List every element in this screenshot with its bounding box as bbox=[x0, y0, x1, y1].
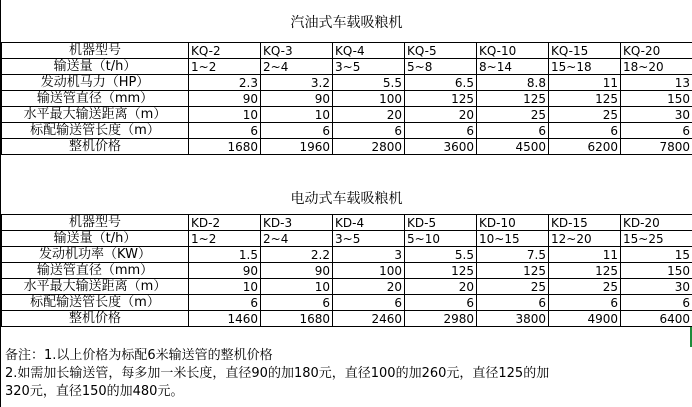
table-cell[interactable]: 10 bbox=[261, 107, 333, 123]
table-cell[interactable]: KD-15 bbox=[549, 215, 621, 231]
table-cell[interactable]: 20 bbox=[405, 279, 477, 295]
table-cell[interactable]: KQ-10 bbox=[477, 43, 549, 59]
table-cell[interactable]: 6 bbox=[621, 123, 692, 139]
table-row bbox=[2, 311, 692, 327]
table-cell[interactable]: KQ-20 bbox=[621, 43, 692, 59]
table-cell[interactable]: 90 bbox=[261, 263, 333, 279]
table-cell[interactable]: 20 bbox=[333, 279, 405, 295]
table-cell[interactable]: 90 bbox=[189, 91, 261, 107]
table-cell[interactable]: KQ-3 bbox=[261, 43, 333, 59]
table-cell[interactable]: KQ-2 bbox=[189, 43, 261, 59]
table-cell[interactable]: 1.5 bbox=[189, 247, 261, 263]
table-cell[interactable]: 1680 bbox=[189, 139, 261, 155]
table-cell[interactable]: 1~2 bbox=[189, 59, 261, 75]
row-label[interactable]: 水平最大输送距离（m） bbox=[2, 279, 189, 295]
table-cell[interactable]: 150 bbox=[621, 91, 692, 107]
table-cell[interactable]: 1460 bbox=[189, 311, 261, 327]
table-cell[interactable]: 6 bbox=[405, 295, 477, 311]
table-cell[interactable]: 18~20 bbox=[621, 59, 692, 75]
table-cell[interactable]: 1960 bbox=[261, 139, 333, 155]
table-cell[interactable]: 7.5 bbox=[477, 247, 549, 263]
table-cell[interactable]: 125 bbox=[549, 263, 621, 279]
table-cell[interactable]: 25 bbox=[549, 107, 621, 123]
table-cell[interactable]: 3~5 bbox=[333, 59, 405, 75]
table-cell[interactable]: 6 bbox=[549, 123, 621, 139]
table-cell[interactable]: 100 bbox=[333, 91, 405, 107]
table-cell[interactable]: 2.3 bbox=[189, 75, 261, 91]
table-cell[interactable]: 125 bbox=[405, 91, 477, 107]
notes bbox=[5, 347, 689, 401]
table-cell[interactable]: 90 bbox=[189, 263, 261, 279]
table-cell[interactable]: 6200 bbox=[549, 139, 621, 155]
table-row bbox=[2, 59, 692, 75]
table-cell[interactable]: 5.5 bbox=[405, 247, 477, 263]
table-cell[interactable]: 125 bbox=[549, 91, 621, 107]
table-cell[interactable]: 90 bbox=[261, 91, 333, 107]
table-cell[interactable]: 6 bbox=[333, 123, 405, 139]
row-label[interactable]: 整机价格 bbox=[2, 311, 189, 327]
petrol-table bbox=[1, 42, 692, 155]
table-cell[interactable]: 3 bbox=[333, 247, 405, 263]
table-row bbox=[2, 75, 692, 91]
table-cell[interactable]: 10 bbox=[189, 107, 261, 123]
table-cell[interactable]: 6.5 bbox=[405, 75, 477, 91]
table-cell[interactable]: 4500 bbox=[477, 139, 549, 155]
table-cell[interactable]: 150 bbox=[621, 263, 692, 279]
row-label[interactable]: 标配输送管长度（m） bbox=[2, 295, 189, 311]
table-cell[interactable]: 6 bbox=[261, 123, 333, 139]
row-label[interactable]: 输送量（t/h） bbox=[2, 59, 189, 75]
table-cell[interactable]: 2980 bbox=[405, 311, 477, 327]
row-label[interactable]: 机器型号 bbox=[2, 43, 189, 59]
table-cell[interactable]: 6 bbox=[477, 295, 549, 311]
table-row bbox=[2, 215, 692, 231]
table-cell[interactable]: 2.2 bbox=[261, 247, 333, 263]
table-cell[interactable]: KQ-4 bbox=[333, 43, 405, 59]
table-cell[interactable]: 4900 bbox=[549, 311, 621, 327]
table-cell[interactable]: 2~4 bbox=[261, 231, 333, 247]
table-cell[interactable]: 30 bbox=[621, 107, 692, 123]
table-cell[interactable]: 20 bbox=[333, 107, 405, 123]
table-cell[interactable]: 6 bbox=[621, 295, 692, 311]
table-cell[interactable]: KQ-5 bbox=[405, 43, 477, 59]
table-cell[interactable]: KQ-15 bbox=[549, 43, 621, 59]
table-cell[interactable]: 11 bbox=[549, 75, 621, 91]
table-cell[interactable]: 3800 bbox=[477, 311, 549, 327]
table-cell[interactable]: KD-4 bbox=[333, 215, 405, 231]
table-row bbox=[2, 123, 692, 139]
row-label[interactable]: 标配输送管长度（m） bbox=[2, 123, 189, 139]
table-cell[interactable]: 13 bbox=[621, 75, 692, 91]
table-cell[interactable]: KD-20 bbox=[621, 215, 692, 231]
table-cell[interactable]: 2800 bbox=[333, 139, 405, 155]
table-cell[interactable]: 5~10 bbox=[405, 231, 477, 247]
table-row bbox=[2, 91, 692, 107]
table-cell[interactable]: 11 bbox=[549, 247, 621, 263]
table-row bbox=[2, 263, 692, 279]
table-row bbox=[2, 231, 692, 247]
row-label[interactable]: 输送管直径（mm） bbox=[2, 263, 189, 279]
table-cell[interactable]: 5~8 bbox=[405, 59, 477, 75]
table-cell[interactable]: 6 bbox=[477, 123, 549, 139]
electric-title: 电动式车载吸粮机 bbox=[290, 191, 403, 207]
table-cell[interactable]: 6400 bbox=[621, 311, 692, 327]
table-cell[interactable]: 10 bbox=[261, 279, 333, 295]
table-cell[interactable]: 1680 bbox=[261, 311, 333, 327]
table-cell[interactable]: 6 bbox=[261, 295, 333, 311]
table-row bbox=[2, 139, 692, 155]
table-row bbox=[2, 107, 692, 123]
row-label[interactable]: 发动机功率（KW） bbox=[2, 247, 189, 263]
note-line-1: 备注：1.以上价格为标配6米输送管的整机价格 bbox=[5, 348, 273, 363]
table-cell[interactable]: KD-10 bbox=[477, 215, 549, 231]
table-cell[interactable]: 100 bbox=[333, 263, 405, 279]
table-cell[interactable]: 5.5 bbox=[333, 75, 405, 91]
electric-table bbox=[1, 214, 692, 327]
table-row bbox=[2, 247, 692, 263]
table-cell[interactable]: 3600 bbox=[405, 139, 477, 155]
table-cell[interactable]: 10~15 bbox=[477, 231, 549, 247]
table-cell[interactable]: 25 bbox=[477, 279, 549, 295]
note-line-2: 2.如需加长输送管，每多加一米长度，直径90的加180元，直径100的加260元，直径125的加 bbox=[5, 366, 550, 381]
petrol-title: 汽油式车载吸粮机 bbox=[290, 15, 403, 31]
table-cell[interactable]: 30 bbox=[621, 279, 692, 295]
table-cell[interactable]: 12~20 bbox=[549, 231, 621, 247]
table-cell[interactable]: 8.8 bbox=[477, 75, 549, 91]
table-cell[interactable]: 25 bbox=[549, 279, 621, 295]
table-cell[interactable]: 125 bbox=[477, 91, 549, 107]
table-cell[interactable]: 6 bbox=[333, 295, 405, 311]
table-cell[interactable]: 6 bbox=[189, 123, 261, 139]
table-cell[interactable]: KD-3 bbox=[261, 215, 333, 231]
table-cell[interactable]: 20 bbox=[405, 107, 477, 123]
table-cell[interactable]: 6 bbox=[189, 295, 261, 311]
table-cell[interactable]: 15~18 bbox=[549, 59, 621, 75]
table-row bbox=[2, 295, 692, 311]
table-cell[interactable]: 6 bbox=[405, 123, 477, 139]
table-cell[interactable]: 1~2 bbox=[189, 231, 261, 247]
table-cell[interactable]: 15~25 bbox=[621, 231, 692, 247]
table-cell[interactable]: 3.2 bbox=[261, 75, 333, 91]
row-label[interactable]: 输送管直径（mm） bbox=[2, 91, 189, 107]
table-cell[interactable]: 15 bbox=[621, 247, 692, 263]
table-cell[interactable]: 2460 bbox=[333, 311, 405, 327]
table-cell[interactable]: 2~4 bbox=[261, 59, 333, 75]
table-cell[interactable]: 25 bbox=[477, 107, 549, 123]
row-label[interactable]: 输送量（t/h） bbox=[2, 231, 189, 247]
row-label[interactable]: 水平最大输送距离（m） bbox=[2, 107, 189, 123]
table-cell[interactable]: 3~5 bbox=[333, 231, 405, 247]
table-cell[interactable]: 125 bbox=[405, 263, 477, 279]
row-label[interactable]: 发动机马力（HP） bbox=[2, 75, 189, 91]
table-cell[interactable]: 10 bbox=[189, 279, 261, 295]
table-row bbox=[2, 279, 692, 295]
table-cell[interactable]: 7800 bbox=[621, 139, 692, 155]
table-cell[interactable]: 125 bbox=[477, 263, 549, 279]
table-cell[interactable]: KD-2 bbox=[189, 215, 261, 231]
table-cell[interactable]: KD-5 bbox=[405, 215, 477, 231]
table-cell[interactable]: 6 bbox=[549, 295, 621, 311]
table-cell[interactable]: 8~14 bbox=[477, 59, 549, 75]
row-label[interactable]: 整机价格 bbox=[2, 139, 189, 155]
table-row bbox=[2, 43, 692, 59]
note-line-3: 320元，直径150的加480元。 bbox=[5, 384, 184, 399]
row-label[interactable]: 机器型号 bbox=[2, 215, 189, 231]
